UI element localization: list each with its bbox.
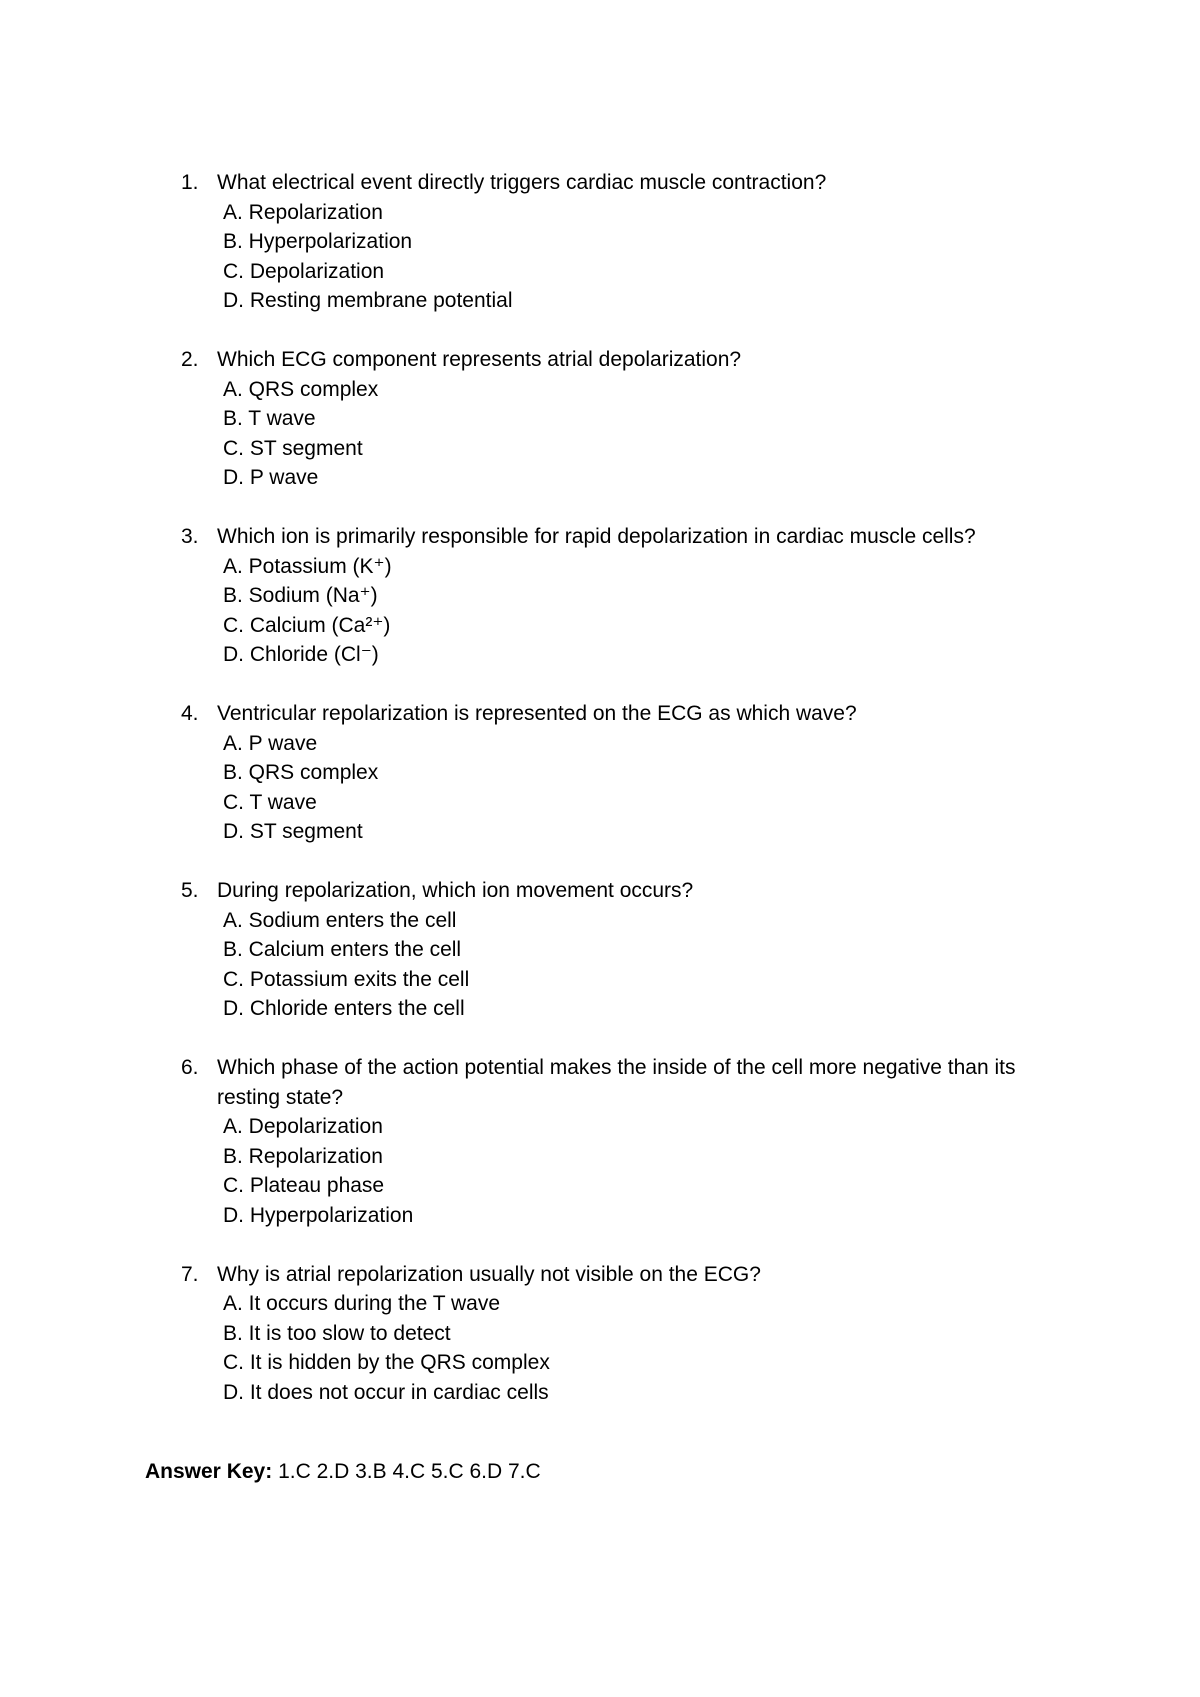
answer-option: C. Calcium (Ca²⁺) <box>223 613 391 637</box>
question-item <box>181 168 1061 316</box>
answer-option: D. Resting membrane potential <box>223 289 513 312</box>
answer-key <box>145 1457 541 1487</box>
question-number: 1. <box>181 171 199 194</box>
answer-option: D. Chloride (Cl⁻) <box>223 643 379 666</box>
answer-option: B. Sodium (Na⁺) <box>223 584 378 607</box>
question-text: Which ECG component represents atrial depolarization? <box>217 348 742 371</box>
question-item <box>181 1053 1061 1230</box>
answer-option: B. T wave <box>223 407 316 430</box>
answer-option: C. T wave <box>223 790 317 814</box>
answer-option: A. Depolarization <box>223 1115 383 1138</box>
answer-option: B. Calcium enters the cell <box>223 938 462 961</box>
question-item <box>181 699 1061 847</box>
question-text: Which ion is primarily responsible for rapid depolarization in cardiac muscle cells? <box>217 525 976 548</box>
answer-option: B. Repolarization <box>223 1144 383 1168</box>
answer-option: B. Hyperpolarization <box>223 230 413 253</box>
question-list <box>181 168 1061 1437</box>
question-item <box>181 876 1061 1024</box>
question-number: 6. <box>181 1056 199 1079</box>
answer-option: D. Chloride enters the cell <box>223 997 465 1020</box>
question-number: 3. <box>181 525 199 548</box>
answer-key-values: 1.C 2.D 3.B 4.C 5.C 6.D 7.C <box>278 1460 541 1483</box>
answer-option: B. QRS complex <box>223 761 379 784</box>
answer-option: C. Depolarization <box>223 259 385 283</box>
answer-option: D. ST segment <box>223 820 363 843</box>
question-number: 4. <box>181 702 199 725</box>
question-text: Ventricular repolarization is represented on the ECG as which wave? <box>217 702 857 725</box>
question-item <box>181 522 1061 670</box>
question-number: 7. <box>181 1262 199 1286</box>
answer-option: C. ST segment <box>223 436 363 460</box>
answer-option: C. Plateau phase <box>223 1174 385 1197</box>
answer-option: A. P wave <box>223 731 318 755</box>
answer-option: A. Sodium enters the cell <box>223 908 457 932</box>
question-item <box>181 345 1061 493</box>
question-item <box>181 1260 1061 1408</box>
question-text: What electrical event directly triggers cardiac muscle contraction? <box>217 171 827 194</box>
answer-option: D. Hyperpolarization <box>223 1203 414 1227</box>
answer-option: D. It does not occur in cardiac cells <box>223 1380 549 1404</box>
answer-option: A. Potassium (K⁺) <box>223 554 392 578</box>
question-text: During repolarization, which ion movement occurs? <box>217 879 694 902</box>
answer-option: A. QRS complex <box>223 377 379 401</box>
question-number: 2. <box>181 348 199 371</box>
answer-option: B. It is too slow to detect <box>223 1321 451 1345</box>
question-text: Which phase of the action potential makes the inside of the cell more negative than its resting state? <box>217 1056 1016 1109</box>
answer-option: D. P wave <box>223 466 319 489</box>
answer-key-label: Answer Key: <box>145 1460 273 1483</box>
answer-option: C. Potassium exits the cell <box>223 967 470 991</box>
answer-option: A. It occurs during the T wave <box>223 1292 501 1315</box>
answer-option: A. Repolarization <box>223 200 383 224</box>
question-number: 5. <box>181 879 199 902</box>
question-text: Why is atrial repolarization usually not visible on the ECG? <box>217 1262 761 1286</box>
answer-option: C. It is hidden by the QRS complex <box>223 1351 550 1374</box>
